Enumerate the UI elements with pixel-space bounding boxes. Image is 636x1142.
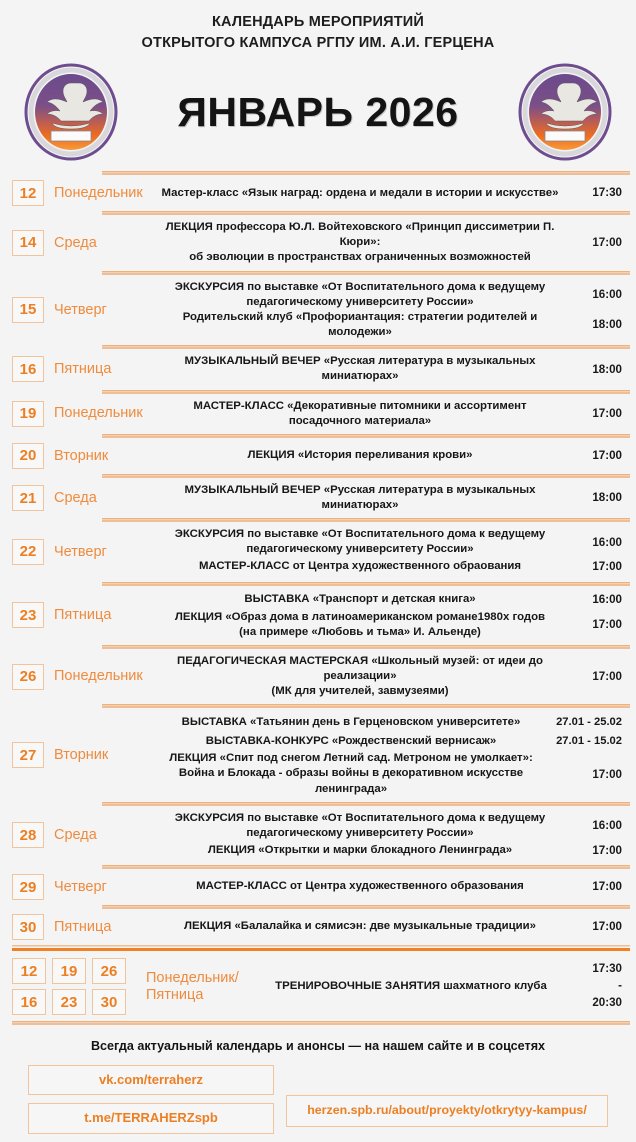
event-title-line2: посадочного материала» — [288, 414, 432, 427]
weekday-label: Пятница — [54, 918, 112, 935]
event-list — [148, 713, 630, 796]
event-time: 17:00 — [592, 880, 622, 894]
table-row[interactable] — [6, 478, 630, 518]
event-title: Родительский клуб «Профориантация: стратегии родителей и молодежи» — [182, 310, 538, 339]
table-row[interactable] — [6, 869, 630, 905]
date-badge: 20 — [12, 443, 44, 469]
event-title: ВЫСТАВКА «Транспорт и детская книга» — [244, 593, 476, 606]
event-time: 16:00 — [592, 819, 622, 833]
table-row[interactable] — [6, 438, 630, 474]
event-list — [148, 654, 630, 699]
event-list — [148, 354, 630, 384]
event-item[interactable] — [148, 732, 630, 751]
title-line-2: ОТКРЫТОГО КАМПУСА РГПУ ИМ. А.И. ГЕРЦЕНА — [141, 34, 495, 51]
date-badge: 22 — [12, 539, 44, 565]
event-item[interactable] — [148, 446, 630, 465]
event-list — [148, 483, 630, 513]
date-badge: 26 — [12, 664, 44, 690]
event-list — [148, 399, 630, 429]
event-item[interactable] — [148, 483, 630, 513]
event-item[interactable] — [148, 811, 630, 841]
herzen-pelican-emblem-icon-right — [516, 63, 614, 161]
header-main — [0, 53, 636, 165]
event-time: 18:00 — [592, 318, 622, 332]
event-title-line2: Война и Блокада - образы войны в декоративном искусстве ленинграда» — [178, 767, 524, 795]
event-list — [148, 184, 630, 203]
event-title: МАСТЕР-КЛАСС от Центра художественного обраования — [198, 560, 522, 573]
event-list — [148, 591, 630, 640]
vk-link[interactable]: vk.com/terraherz — [28, 1065, 274, 1095]
footer-tagline: Всегда актуальный календарь и анонсы — на нашем сайте и в соцсетях — [90, 1039, 546, 1054]
event-title: ВЫСТАВКА «Татьянин день в Герценовском университете» — [181, 716, 521, 729]
page-title — [0, 12, 636, 53]
date-badge: 19 — [12, 401, 44, 427]
date-badge: 30 — [92, 989, 126, 1015]
event-title: МУЗЫКАЛЬНЫЙ ВЕЧЕР «Русская литература в музыкальных миниатюрах» — [184, 355, 536, 383]
date-badge: 12 — [12, 180, 44, 206]
time-end: 20:30 — [592, 995, 622, 1009]
event-time: 17:00 — [592, 407, 622, 421]
event-title-line2: педагогическому университету России» — [246, 295, 474, 308]
poster-header — [0, 0, 636, 171]
event-time: 16:00 — [592, 288, 622, 302]
event-item[interactable] — [148, 751, 630, 796]
site-link-wrap — [286, 1065, 608, 1127]
event-title: ЛЕКЦИЯ «Открытки и марки блокадного Ленинграда» — [207, 843, 513, 856]
event-time: 16:00 — [592, 593, 622, 607]
event-time: 17:00 — [592, 618, 622, 632]
event-title: ЛЕКЦИЯ «Образ дома в латиноамериканском романе1980х годов — [174, 610, 546, 623]
table-row[interactable] — [6, 649, 630, 704]
time-dash: - — [618, 979, 622, 993]
date-badge: 28 — [12, 822, 44, 848]
event-title-line2: педагогическому университету России» — [246, 826, 474, 839]
event-time: 17:00 — [592, 449, 622, 463]
event-list — [148, 280, 630, 341]
row-divider-emphasis — [12, 945, 630, 952]
date-badge: 16 — [12, 356, 44, 382]
time-start: 17:30 — [592, 962, 622, 976]
table-row[interactable] — [6, 215, 630, 270]
event-title-line2: (на примере «Любовь и тьма» И. Альенде) — [239, 625, 481, 638]
event-list — [148, 220, 630, 265]
event-item[interactable] — [148, 713, 630, 732]
event-item[interactable] — [148, 220, 630, 265]
event-time: 17:00 — [592, 670, 622, 684]
date-badge: 27 — [12, 742, 44, 768]
event-time-range — [564, 961, 630, 1011]
event-title: ЭКСКУРСИЯ по выставке «От Воспитательного дома к ведущему — [174, 811, 546, 824]
table-row-chess-club[interactable] — [6, 952, 630, 1021]
event-time: 17:00 — [592, 236, 622, 250]
month-heading: ЯНВАРЬ 2026 — [177, 88, 459, 135]
event-title-line2: (МК для учителей, завмузеями) — [271, 685, 449, 698]
poster-footer — [0, 1025, 636, 1142]
event-title: ЛЕКЦИЯ «История переливания крови» — [247, 449, 473, 462]
weekday-label: Четверг — [54, 301, 107, 318]
social-links — [28, 1065, 274, 1134]
date-badge: 29 — [12, 874, 44, 900]
herzen-pelican-emblem-icon — [22, 63, 120, 161]
weekday-label: Четверг — [54, 543, 107, 560]
event-item[interactable] — [148, 354, 630, 384]
event-item[interactable] — [148, 654, 630, 699]
event-title: ВЫСТАВКА-КОНКУРС «Рождественский вернисаж» — [205, 735, 497, 748]
date-badge: 14 — [12, 230, 44, 256]
weekday-label: Среда — [54, 827, 97, 844]
event-title-line2: педагогическому университету России» — [246, 543, 474, 556]
event-title: ЛЕКЦИЯ «Спит под снегом Летний сад. Метроном не умолкает»: — [169, 752, 533, 765]
weekday-label: Понедельник — [54, 668, 143, 685]
event-title: ЛЕКЦИЯ профессора Ю.Л. Войтеховского «Принцип диссиметрии П. Кюри»: — [165, 221, 555, 249]
event-list — [148, 527, 630, 576]
date-badge: 23 — [12, 602, 44, 628]
weekday-label: Понедельник/Пятница — [146, 969, 239, 1003]
event-title-line2: об эволюции в пространствах ограниченных возможностей — [189, 251, 531, 264]
table-row[interactable] — [6, 522, 630, 581]
event-time: 27.01 - 15.02 — [556, 735, 622, 748]
date-badge: 30 — [12, 914, 44, 940]
event-title: МАСТЕР-КЛАСС от Центра художественного образования — [196, 880, 524, 893]
event-title: ЭКСКУРСИЯ по выставке «От Воспитательного дома к ведущему — [174, 280, 546, 293]
event-item[interactable] — [148, 280, 630, 310]
event-list — [148, 446, 630, 465]
event-time: 17:00 — [592, 560, 622, 574]
event-item[interactable] — [148, 527, 630, 557]
weekday-label: Среда — [54, 234, 97, 251]
event-time: 18:00 — [592, 362, 622, 376]
table-row[interactable] — [6, 275, 630, 346]
event-time: 17:30 — [592, 186, 622, 200]
event-item[interactable] — [148, 591, 630, 610]
event-item[interactable] — [148, 310, 630, 340]
event-time: 17:00 — [592, 843, 622, 857]
event-time: 18:00 — [592, 491, 622, 505]
table-row[interactable] — [6, 806, 630, 865]
table-row[interactable] — [6, 708, 630, 801]
event-time: 27.01 - 25.02 — [556, 716, 622, 729]
date-badge: 16 — [12, 989, 46, 1015]
telegram-link[interactable]: t.me/TERRAHERZspb — [28, 1103, 274, 1133]
weekday-label: Вторник — [54, 447, 109, 464]
weekday-label: Вторник — [54, 746, 109, 763]
weekday-label: Четверг — [54, 878, 107, 895]
calendar-table — [0, 171, 636, 1025]
event-item[interactable] — [148, 878, 630, 897]
event-title: Мастер-класс «Язык наград: ордена и медали в истории и искусстве» — [161, 186, 559, 199]
event-title: МАСТЕР-КЛАСС «Декоративные питомники и ассортимент — [193, 399, 527, 412]
event-list — [148, 878, 630, 897]
event-time: 16:00 — [592, 535, 622, 549]
title-line-1: КАЛЕНДАРЬ МЕРОПРИЯТИЙ — [211, 14, 425, 30]
event-list — [148, 918, 630, 937]
event-item[interactable] — [148, 841, 630, 860]
weekday-label: Пятница — [54, 361, 112, 378]
event-time: 17:00 — [592, 920, 622, 934]
table-row[interactable] — [6, 394, 630, 434]
event-title: ЭКСКУРСИЯ по выставке «От Воспитательного дома к ведущему — [174, 528, 546, 541]
event-item[interactable] — [148, 558, 630, 577]
event-list — [148, 811, 630, 860]
event-item[interactable] — [148, 610, 630, 640]
event-item[interactable] — [148, 184, 630, 203]
weekday-label: Пятница — [54, 606, 112, 623]
event-item[interactable] — [148, 399, 630, 429]
table-row[interactable] — [6, 909, 630, 945]
event-title: ТРЕНИРОВОЧНЫЕ ЗАНЯТИЯ шахматного клуба — [275, 979, 547, 992]
chess-date-grid — [12, 958, 138, 1015]
date-badge: 26 — [92, 958, 126, 984]
event-title: ПЕДАГОГИЧЕСКАЯ МАСТЕРСКАЯ «Школьный музей: от идеи до реализации» — [177, 654, 543, 682]
website-link[interactable]: herzen.spb.ru/about/proyekty/otkrytyy-kampus/ — [286, 1095, 608, 1127]
event-time: 17:00 — [592, 767, 622, 781]
event-item[interactable] — [148, 918, 630, 937]
date-badge: 23 — [52, 989, 86, 1015]
weekday-label: Среда — [54, 489, 97, 506]
weekday-label: Понедельник — [54, 184, 143, 201]
date-badge: 19 — [52, 958, 86, 984]
footer-links — [10, 1065, 626, 1134]
table-row[interactable] — [6, 586, 630, 645]
weekday-label: Понедельник — [54, 405, 143, 422]
table-row[interactable] — [6, 349, 630, 389]
event-title: ЛЕКЦИЯ «Балалайка и сямисэн: две музыкальные традиции» — [184, 920, 536, 933]
date-badge: 21 — [12, 485, 44, 511]
event-title: МУЗЫКАЛЬНЫЙ ВЕЧЕР «Русская литература в музыкальных миниатюрах» — [184, 483, 536, 512]
date-badge: 15 — [12, 297, 44, 323]
date-badge: 12 — [12, 958, 46, 984]
table-row[interactable] — [6, 175, 630, 211]
